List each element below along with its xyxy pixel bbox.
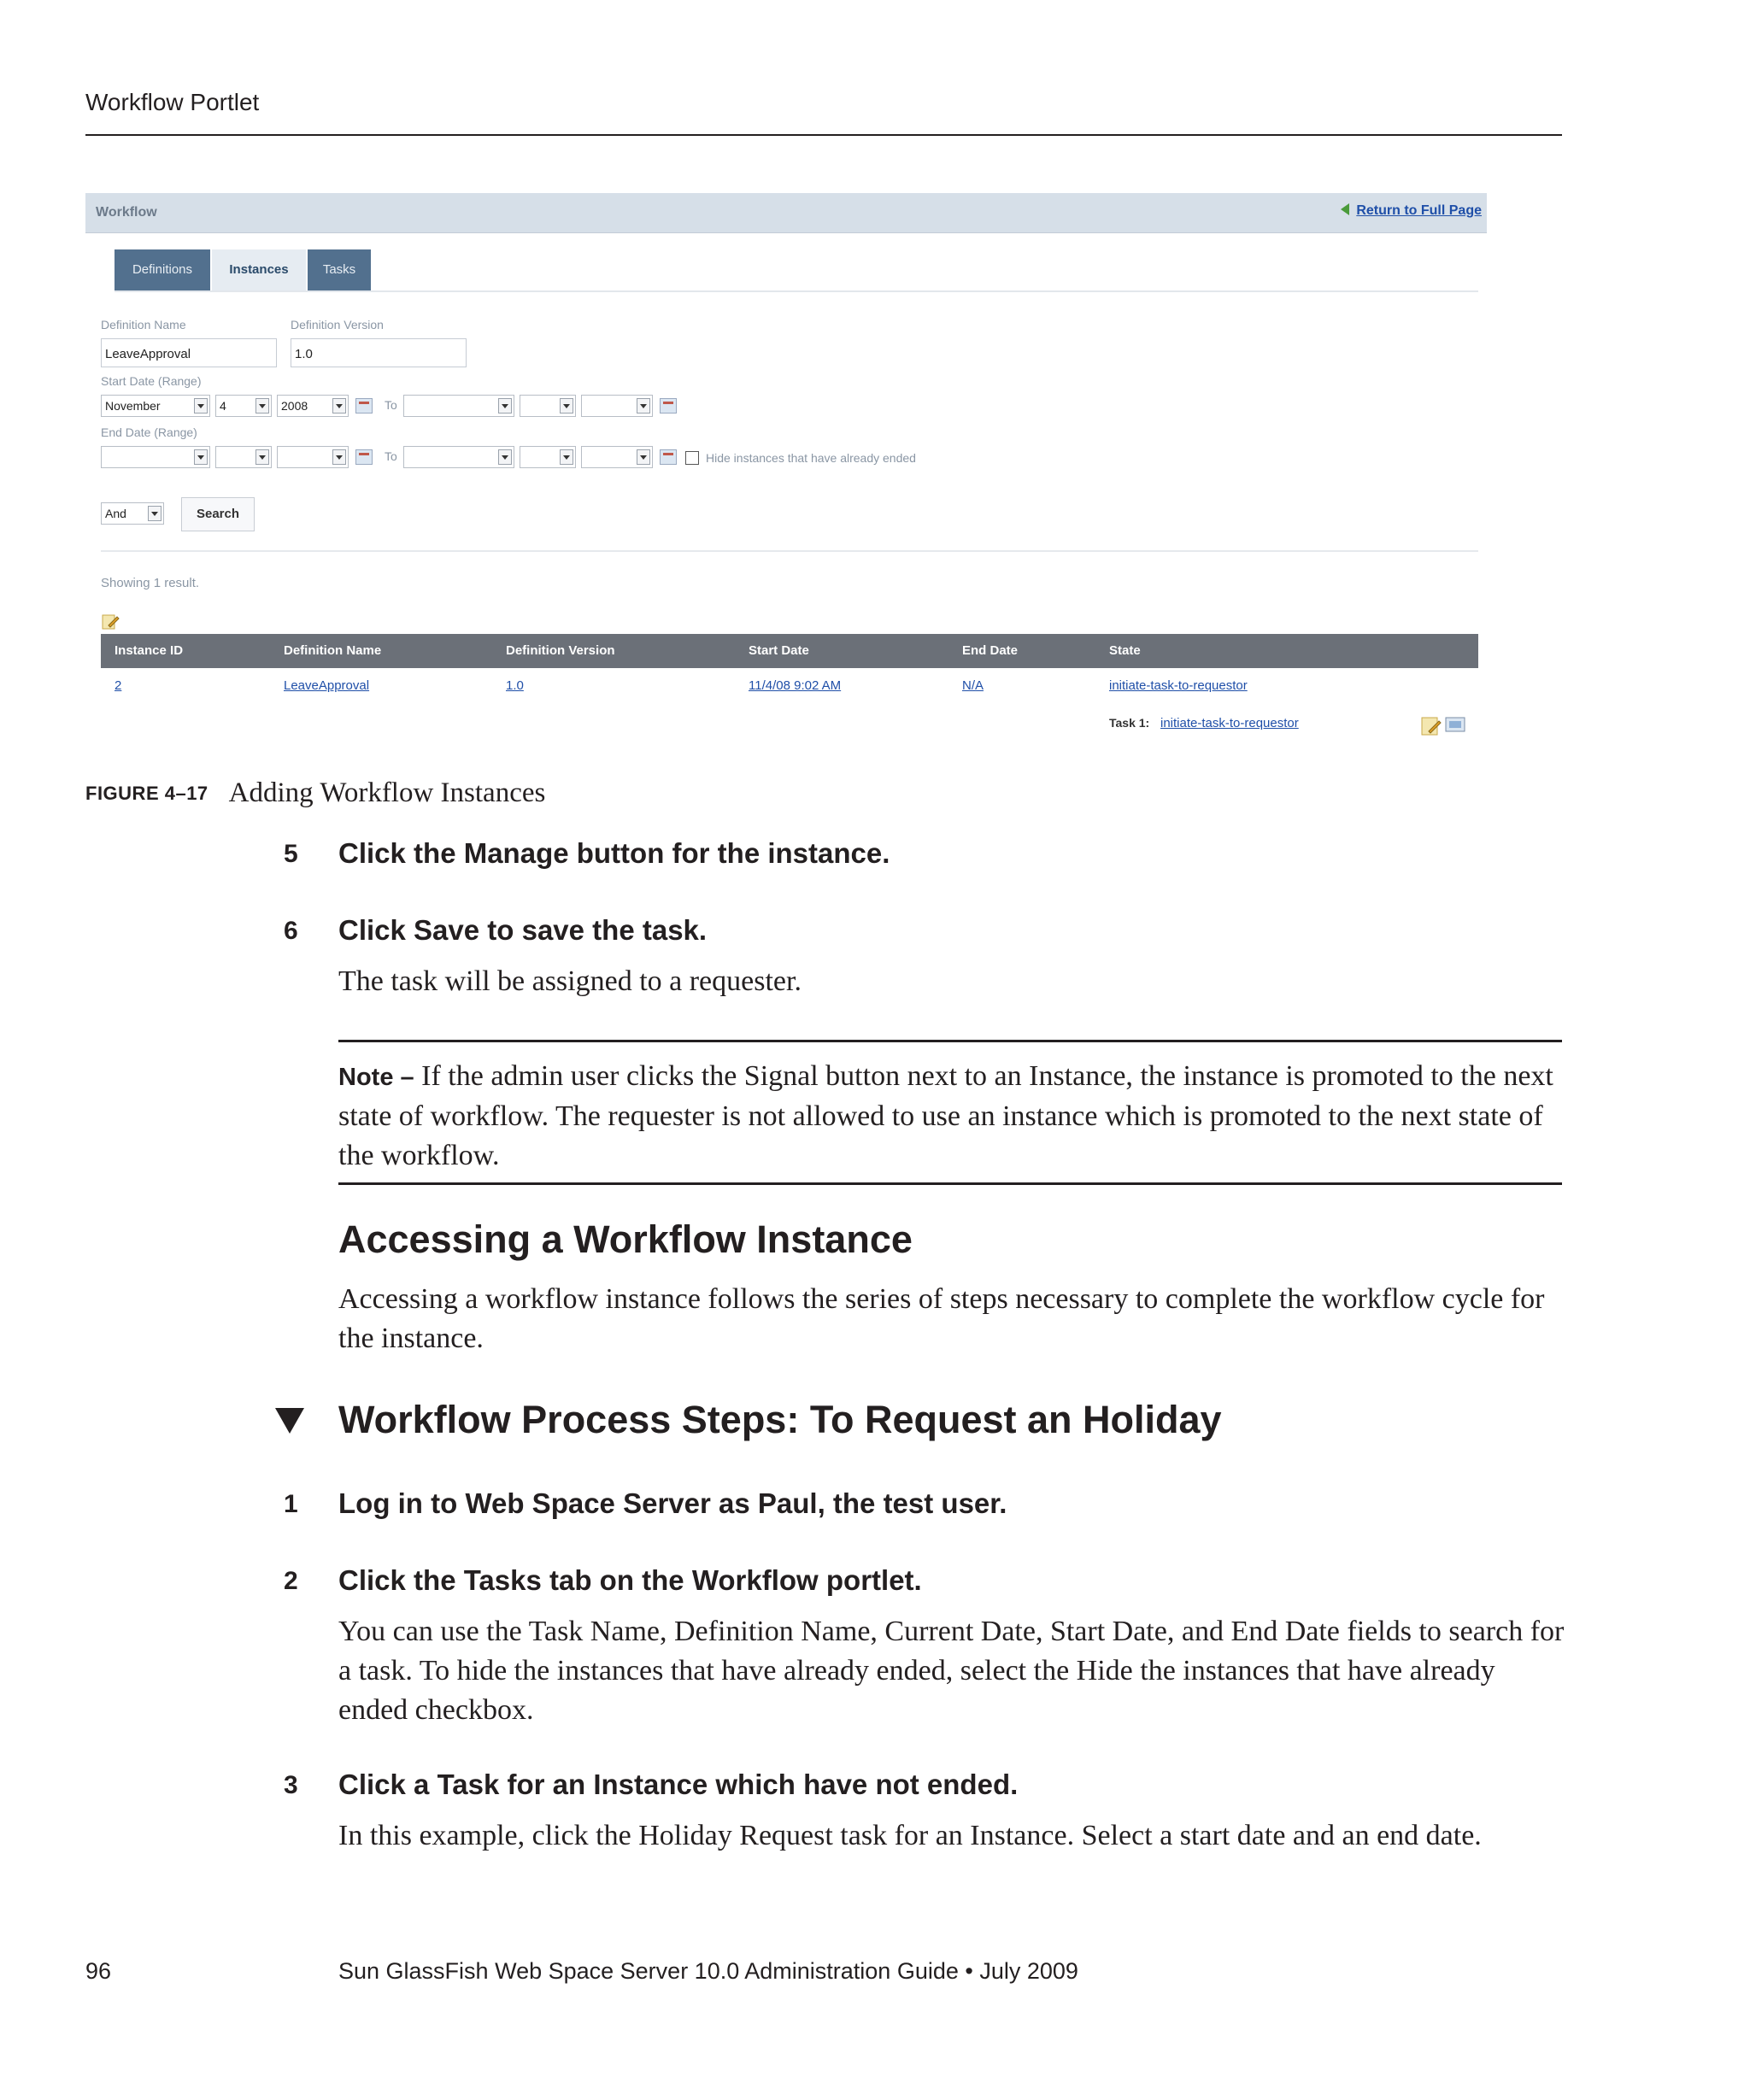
step-number: 2 xyxy=(284,1567,298,1595)
hide-ended-label: Hide instances that have already ended xyxy=(706,451,916,465)
manage-icon[interactable] xyxy=(1420,714,1468,736)
step-title: Click a Task for an Instance which have not ended. xyxy=(338,1769,1019,1800)
procedure-triangle-icon xyxy=(275,1408,304,1434)
definition-name-label: Definition Name xyxy=(101,318,186,331)
operator-select[interactable]: And xyxy=(101,502,164,525)
chevron-down-icon xyxy=(637,398,650,414)
step-number: 1 xyxy=(284,1490,298,1518)
chevron-down-icon xyxy=(255,449,269,465)
header-rule xyxy=(85,134,1562,136)
tab-tasks[interactable]: Tasks xyxy=(308,249,371,290)
to-label: To xyxy=(385,398,397,412)
figure-title: Adding Workflow Instances xyxy=(228,777,546,808)
start-day-select[interactable]: 4 xyxy=(215,395,272,417)
chevron-down-icon xyxy=(194,398,208,414)
section-text: Accessing a workflow instance follows the series of steps necessary to complete the workflow cycle for the instance. xyxy=(338,1283,1545,1354)
end-to-month-select[interactable] xyxy=(403,446,514,468)
task-link[interactable]: initiate-task-to-requestor xyxy=(1160,716,1299,730)
workflow-portlet-screenshot xyxy=(85,193,1487,747)
chevron-down-icon xyxy=(148,506,161,521)
tab-instances[interactable]: Instances xyxy=(212,249,306,290)
figure-number: FIGURE 4–17 xyxy=(85,783,208,804)
cell-end-date[interactable]: N/A xyxy=(962,678,984,693)
search-button[interactable]: Search xyxy=(181,497,255,531)
cell-state[interactable]: initiate-task-to-requestor xyxy=(1109,678,1248,693)
step-number: 5 xyxy=(284,840,298,868)
cell-definition-name[interactable]: LeaveApproval xyxy=(284,678,370,693)
definition-name-field[interactable]: LeaveApproval xyxy=(101,338,277,367)
calendar-icon[interactable] xyxy=(355,449,373,465)
to-label: To xyxy=(385,449,397,463)
back-arrow-icon xyxy=(1341,203,1349,215)
end-to-year-select[interactable] xyxy=(581,446,653,468)
chevron-down-icon xyxy=(194,449,208,465)
results-table-header xyxy=(101,634,1478,668)
edit-icon[interactable] xyxy=(101,612,120,631)
step-title: Click Save to save the task. xyxy=(338,914,708,946)
footer: Sun GlassFish Web Space Server 10.0 Administration Guide • July 2009 xyxy=(338,1958,1078,1984)
note-label: Note – xyxy=(338,1064,414,1091)
step-title: Log in to Web Space Server as Paul, the test user. xyxy=(338,1487,1007,1519)
note-top-rule xyxy=(338,1040,1562,1042)
tab-definitions[interactable]: Definitions xyxy=(115,249,210,290)
note-text: If the admin user clicks the Signal button next to an Instance, the instance is promoted to the next state of workflow. The requester is not allowed to use an instance which is promoted to the next state of the workflow. xyxy=(338,1060,1553,1171)
end-date-label: End Date (Range) xyxy=(101,425,197,439)
results-divider xyxy=(101,550,1478,552)
calendar-icon[interactable] xyxy=(355,398,373,414)
start-to-year-select[interactable] xyxy=(581,395,653,417)
calendar-icon[interactable] xyxy=(660,449,677,465)
chevron-down-icon xyxy=(560,449,573,465)
step-title: Click the Manage button for the instance. xyxy=(338,837,890,869)
cell-definition-version[interactable]: 1.0 xyxy=(506,678,524,693)
procedure-heading: Workflow Process Steps: To Request an Holiday xyxy=(338,1398,1222,1441)
end-day-select[interactable] xyxy=(215,446,272,468)
chevron-down-icon xyxy=(560,398,573,414)
chevron-down-icon xyxy=(637,449,650,465)
step-number: 3 xyxy=(284,1771,298,1799)
start-date-label: Start Date (Range) xyxy=(101,374,202,388)
chevron-down-icon xyxy=(255,398,269,414)
col-end-date[interactable]: End Date xyxy=(962,643,1019,658)
tabs-divider xyxy=(115,290,1478,292)
chevron-down-icon xyxy=(498,449,512,465)
results-count: Showing 1 result. xyxy=(101,576,200,590)
col-definition-version[interactable]: Definition Version xyxy=(506,643,615,658)
start-to-month-select[interactable] xyxy=(403,395,514,417)
section-heading: Accessing a Workflow Instance xyxy=(338,1217,913,1261)
cell-instance-id[interactable]: 2 xyxy=(115,678,122,693)
cell-start-date[interactable]: 11/4/08 9:02 AM xyxy=(749,678,842,693)
running-head: Workflow Portlet xyxy=(85,89,260,115)
chevron-down-icon xyxy=(332,449,346,465)
step-text: In this example, click the Holiday Request task for an Instance. Select a start date and an end date. xyxy=(338,1820,1482,1851)
portlet-titlebar xyxy=(85,193,1487,233)
start-month-select[interactable]: November xyxy=(101,395,210,417)
definition-version-field[interactable]: 1.0 xyxy=(291,338,467,367)
end-to-day-select[interactable] xyxy=(520,446,576,468)
col-state[interactable]: State xyxy=(1109,643,1141,658)
col-instance-id[interactable]: Instance ID xyxy=(115,643,184,658)
step-text: The task will be assigned to a requester. xyxy=(338,965,802,997)
step-text: You can use the Task Name, Definition Name, Current Date, Start Date, and End Date fields to search for a task. To hide the instances that have already ended, select the Hide the instances that have already ended checkbox. xyxy=(338,1616,1565,1726)
col-definition-name[interactable]: Definition Name xyxy=(284,643,382,658)
note xyxy=(338,1057,1569,1176)
start-year-select[interactable]: 2008 xyxy=(277,395,349,417)
figure-caption xyxy=(85,777,545,809)
portlet-title: Workflow xyxy=(96,205,157,220)
note-bottom-rule xyxy=(338,1182,1562,1185)
page-number: 96 xyxy=(85,1958,112,1984)
calendar-icon[interactable] xyxy=(660,398,677,414)
end-month-select[interactable] xyxy=(101,446,210,468)
end-year-select[interactable] xyxy=(277,446,349,468)
step-number: 6 xyxy=(284,917,298,945)
chevron-down-icon xyxy=(498,398,512,414)
definition-version-label: Definition Version xyxy=(291,318,384,331)
chevron-down-icon xyxy=(332,398,346,414)
start-to-day-select[interactable] xyxy=(520,395,576,417)
task-label: Task 1: xyxy=(1109,716,1150,730)
hide-ended-checkbox[interactable] xyxy=(685,451,699,465)
step-title: Click the Tasks tab on the Workflow portlet. xyxy=(338,1564,922,1596)
return-to-full-page-link[interactable]: Return to Full Page xyxy=(1341,203,1482,219)
col-start-date[interactable]: Start Date xyxy=(749,643,809,658)
